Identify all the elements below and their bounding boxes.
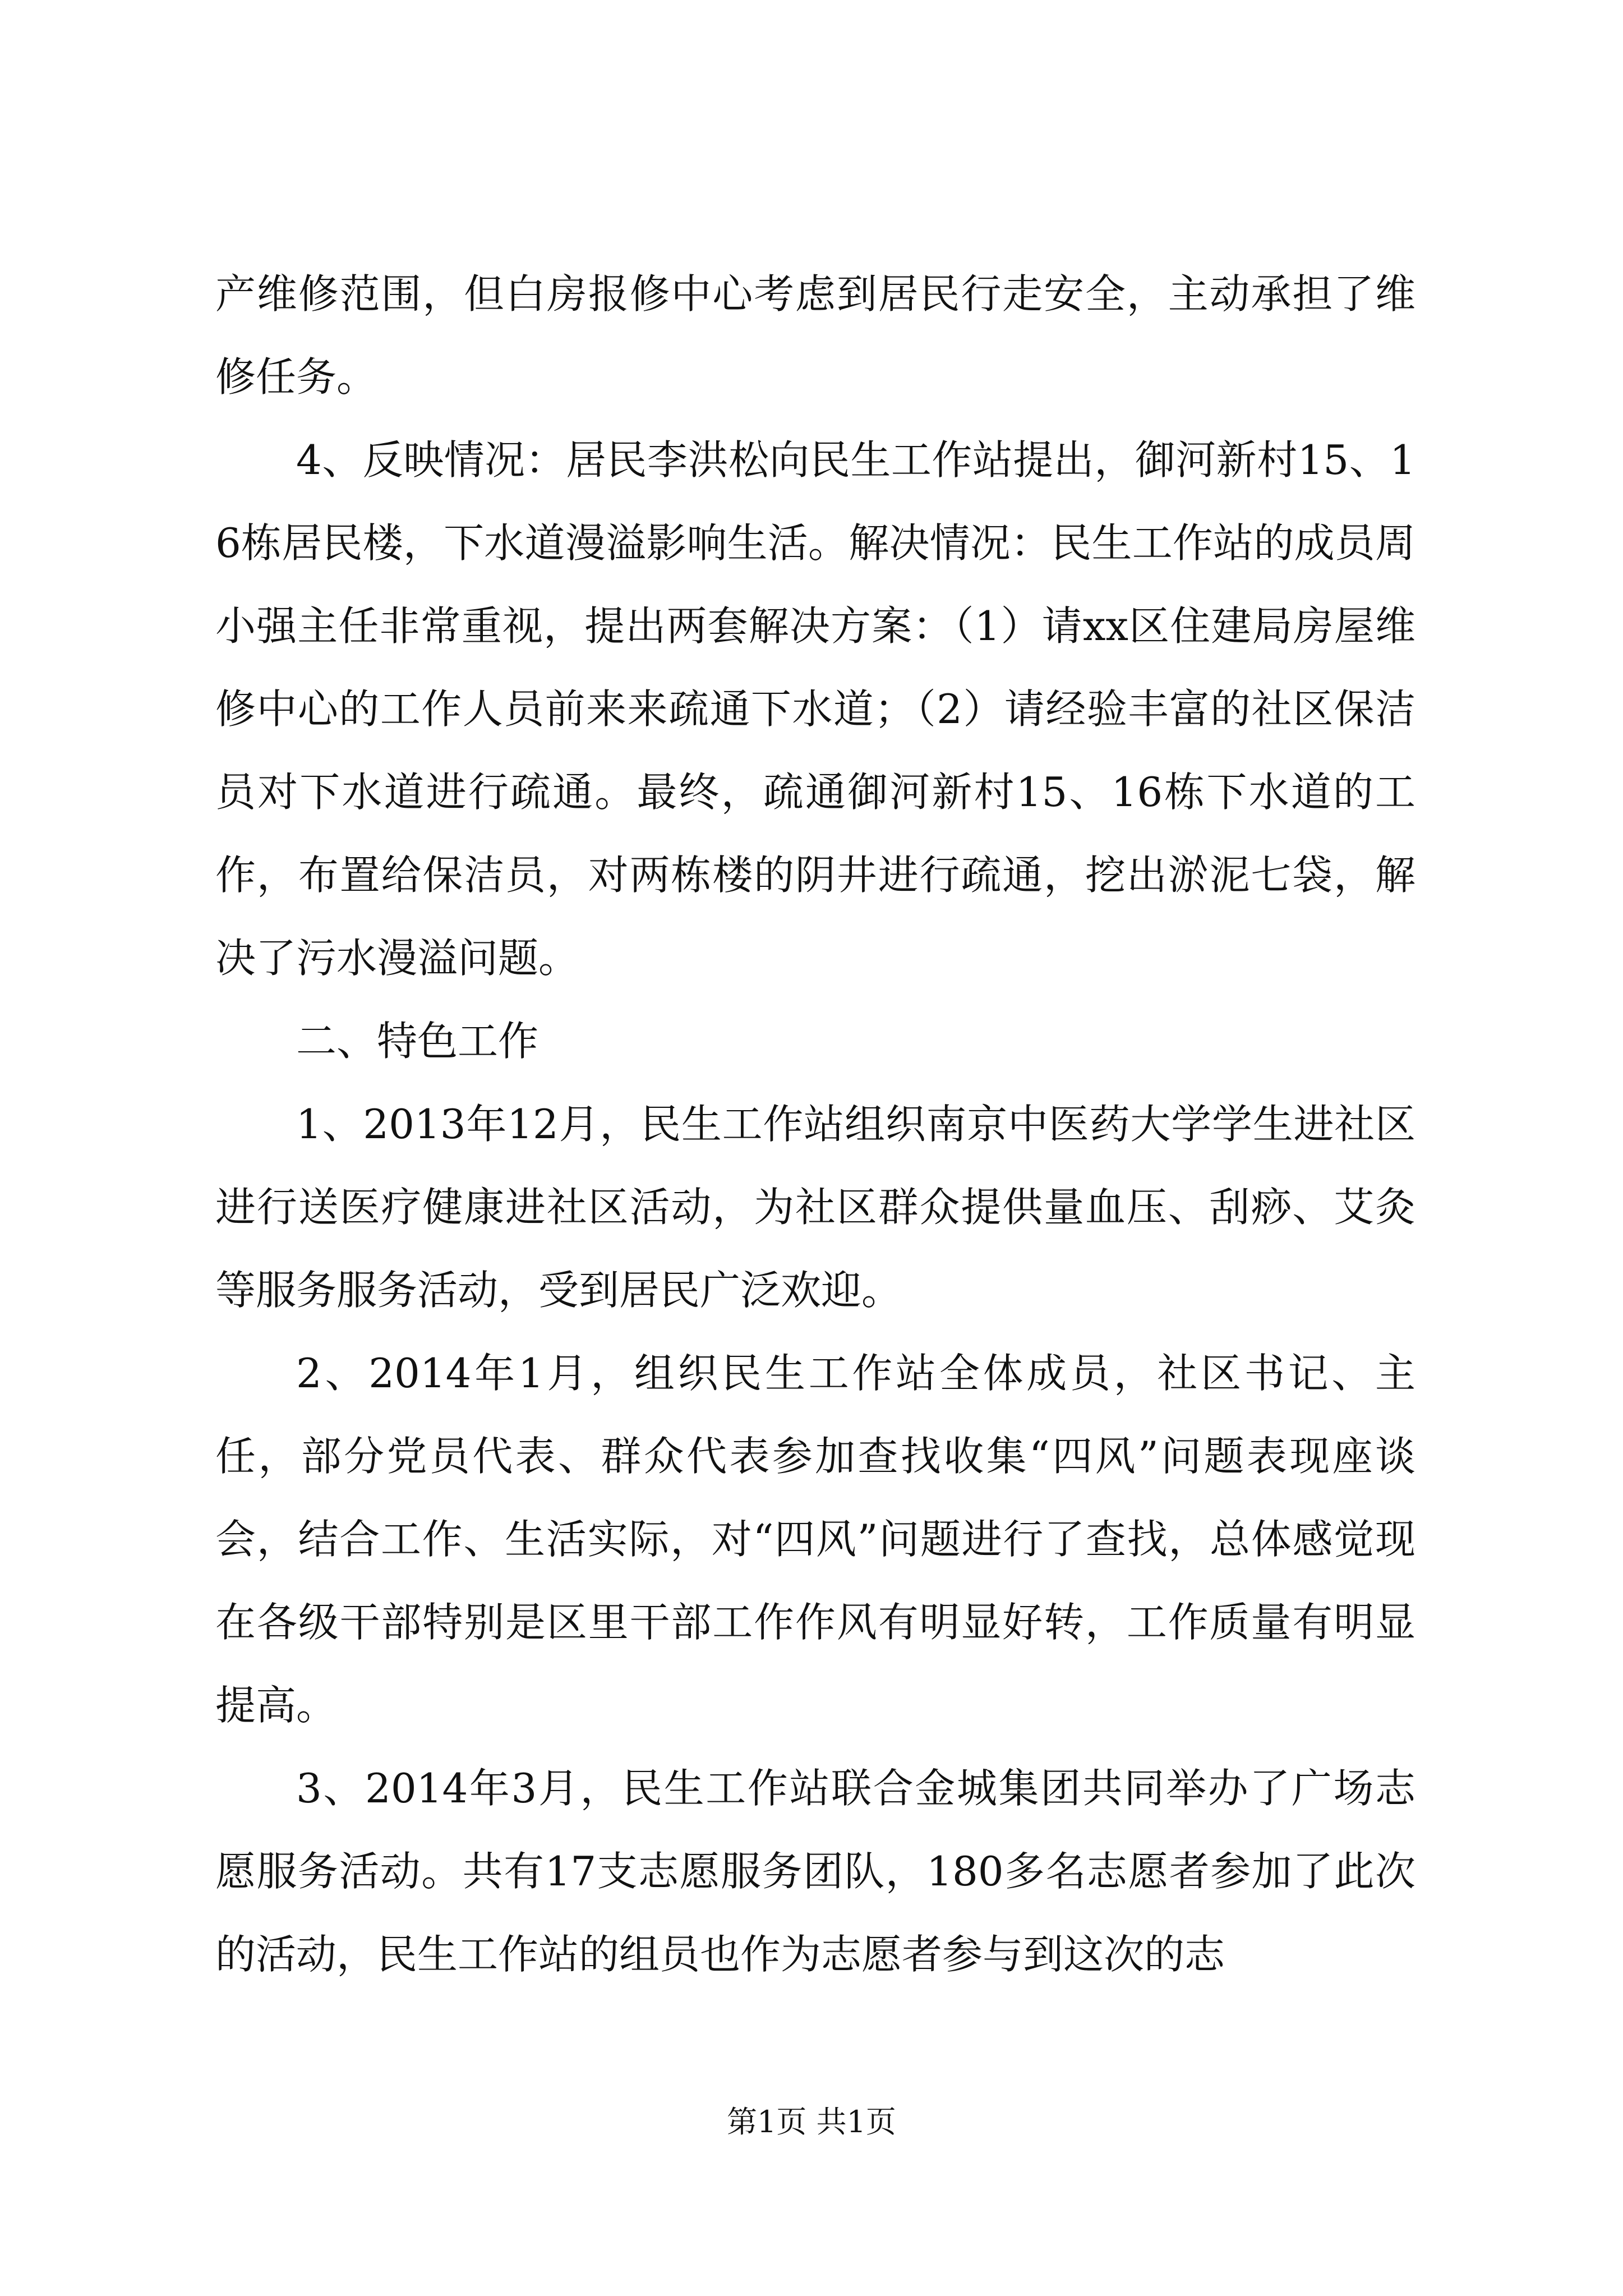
- paragraph-item-3: 3、2014年3月，民生工作站联合金城集团共同举办了广场志愿服务活动。共有17支志愿服务团队，180多名志愿者参加了此次的活动，民生工作站的组员也作为志愿者参与到这次的志: [215, 1765, 1415, 1978]
- paragraph-item-4: 4、反映情况：居民李洪松向民生工作站提出，御河新村15、16栋居民楼，下水道漫溢影响生活。解决情况：民生工作站的成员周小强主任非常重视，提出两套解决方案：（1）请xx区住建局房屋维修中心的工作人员前来来疏通下水道；（2）请经验丰富的社区保洁员对下水道进行疏通。最终，疏通御河新村15、16栋下水道的工作，布置给保洁员，对两栋楼的阴井进行疏通，挖出淤泥七袋，解决了污水漫溢问题。: [215, 436, 1415, 982]
- paragraph-item-2: 2、2014年1月，组织民生工作站全体成员，社区书记、主任，部分党员代表、群众代表参加查找收集“四风”问题表现座谈会，结合工作、生活实际，对“四风”问题进行了查找，总体感觉现在各级干部特别是区里干部工作作风有明显好转，工作质量有明显提高。: [215, 1350, 1415, 1729]
- paragraph-continuation: 产维修范围，但白房报修中心考虑到居民行走安全，主动承担了维修任务。: [215, 270, 1415, 401]
- page-footer: 第1页 共1页: [727, 2104, 896, 2139]
- document-body: [215, 252, 1415, 1996]
- paragraph-item-1: 1、2013年12月，民生工作站组织南京中医药大学学生进社区进行送医疗健康进社区活动，为社区群众提供量血压、刮痧、艾灸等服务服务活动，受到居民广泛欢迎。: [215, 1101, 1415, 1314]
- section-heading: 二、特色工作: [296, 1018, 539, 1065]
